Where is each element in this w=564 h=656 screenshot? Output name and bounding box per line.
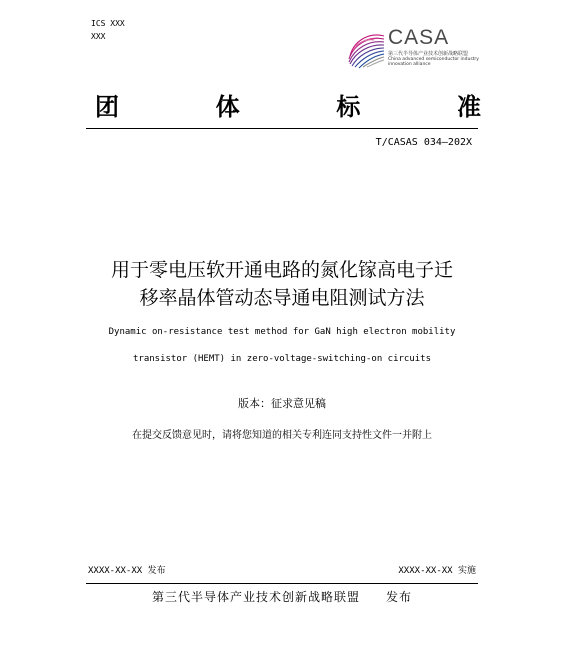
patent-notice: 在提交反馈意见时，请将您知道的相关专利连同支持性文件一并附上 — [132, 430, 432, 441]
logo-org-cn: 第三代半导体产业技术创新战略联盟 — [388, 51, 469, 57]
document-title-en-line1: Dynamic on-resistance test method for GaN high electron mobility — [108, 327, 456, 337]
publish-date: XXXX-XX-XX 发布 — [88, 566, 166, 576]
header-divider — [86, 128, 478, 129]
casa-logo-icon — [344, 26, 388, 70]
ics-code: ICS XXX — [91, 19, 125, 28]
footer-divider — [86, 583, 478, 584]
document-title-en-line2: transistor (HEMT) in zero-voltage-switching-on circuits — [132, 354, 431, 364]
standard-type-char: 标 — [336, 92, 361, 121]
ccs-code: XXX — [91, 32, 106, 41]
logo-title: CASA — [388, 26, 450, 49]
document-title-cn-line2: 移率晶体管动态导通电阻测试方法 — [139, 287, 425, 309]
standard-type-heading — [95, 92, 481, 122]
logo-org-en-line1: China advanced semiconductor industry — [388, 57, 479, 62]
standard-type-char: 体 — [215, 92, 240, 121]
casa-logo — [344, 26, 479, 72]
issuing-organization: 第三代半导体产业技术创新战略联盟 发布 — [151, 590, 412, 604]
standard-type-char: 准 — [456, 92, 481, 121]
standard-type-char: 团 — [95, 92, 119, 121]
document-title-cn — [40, 256, 524, 312]
logo-org-en-line2: innovation alliance — [388, 62, 431, 67]
implement-date: XXXX-XX-XX 实施 — [398, 566, 476, 576]
standard-number: T/CASAS 034—202X — [375, 137, 472, 148]
document-title-cn-line1: 用于零电压软开通电路的氮化镓高电子迁 — [110, 259, 453, 281]
version-label: 版本：征求意见稿 — [238, 397, 326, 410]
